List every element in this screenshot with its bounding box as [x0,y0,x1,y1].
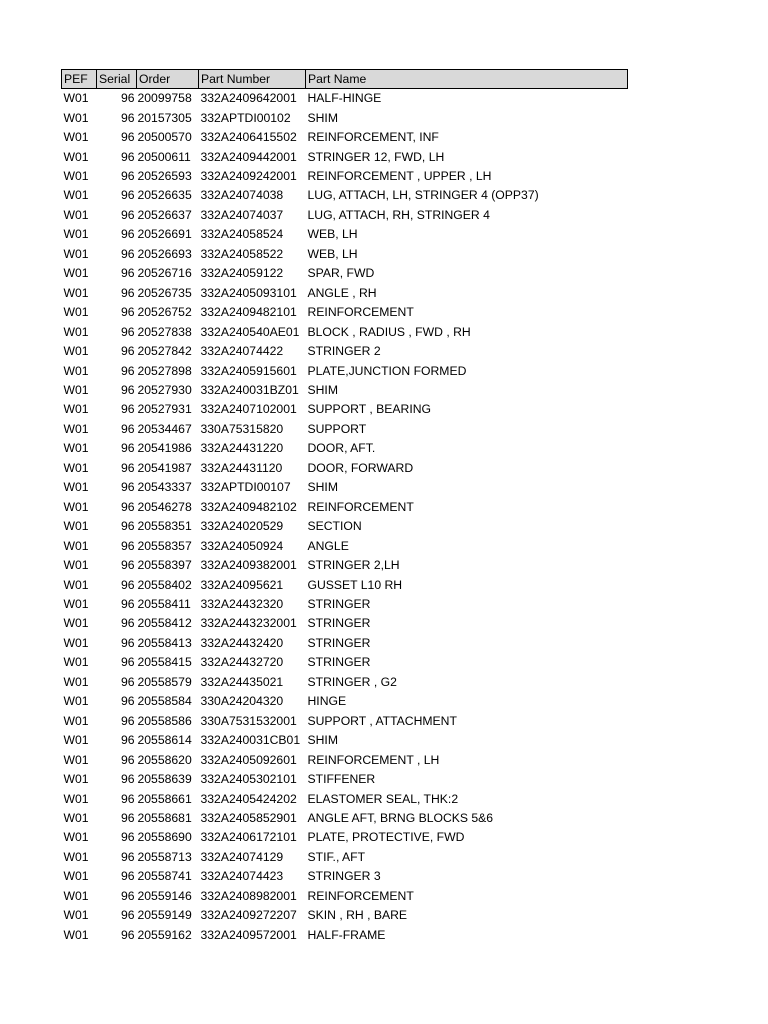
cell-order[interactable]: 20500570 [137,130,192,145]
cell-serial[interactable]: 96 [120,616,135,631]
cell-part-name[interactable]: STRINGER [307,616,371,631]
cell-part-name[interactable]: DOOR, FORWARD [307,460,414,475]
parts-table [61,69,628,945]
table-row [62,167,628,186]
cell-serial[interactable]: 96 [120,188,135,203]
table-row [62,653,628,672]
cell-part-name[interactable]: WEB, LH [307,227,358,242]
cell-order[interactable]: 20541986 [137,441,192,456]
cell-part-name[interactable]: LUG, ATTACH, LH, STRINGER 4 (OPP37) [307,188,539,203]
cell-order[interactable]: 20543337 [137,480,192,495]
cell-part-name[interactable]: SHIM [307,480,338,495]
cell-pef[interactable]: W01 [63,344,89,359]
cell-pef[interactable]: W01 [63,188,89,203]
table-row [62,303,628,322]
cell-serial[interactable]: 96 [120,772,135,787]
header-order[interactable]: Order [137,70,199,89]
cell-part-number[interactable]: 332A2405852901 [200,810,297,825]
table-row [62,245,628,264]
table-row [62,206,628,225]
cell-order[interactable]: 20546278 [137,499,192,514]
cell-pef[interactable]: W01 [63,655,89,670]
cell-serial[interactable]: 96 [120,538,135,553]
cell-order[interactable]: 20558690 [137,830,192,845]
cell-part-name[interactable]: STRINGER 3 [307,869,381,884]
cell-pef[interactable]: W01 [63,460,89,475]
cell-pef[interactable]: W01 [63,927,89,942]
cell-order[interactable]: 20559149 [137,908,192,923]
cell-part-name[interactable]: HALF-HINGE [307,91,382,106]
cell-part-number[interactable]: 332A24074129 [200,849,284,864]
cell-part-number[interactable]: 332A24058524 [200,227,284,242]
cell-serial[interactable]: 96 [120,810,135,825]
cell-part-number[interactable]: 332A24095621 [200,577,284,592]
cell-order[interactable]: 20558415 [137,655,192,670]
table-row [62,459,628,478]
cell-pef[interactable]: W01 [63,616,89,631]
cell-order[interactable]: 20558402 [137,577,192,592]
cell-serial[interactable]: 96 [120,110,135,125]
cell-order[interactable]: 20500611 [137,149,191,164]
cell-pef[interactable]: W01 [63,421,89,436]
cell-order[interactable]: 20534467 [137,421,192,436]
cell-pef[interactable]: W01 [63,791,89,806]
cell-order[interactable]: 20558741 [137,869,192,884]
cell-part-name[interactable]: LUG, ATTACH, RH, STRINGER 4 [307,207,490,222]
cell-pef[interactable]: W01 [63,266,89,281]
cell-part-number[interactable]: 332A2409642001 [200,91,297,106]
cell-pef[interactable]: W01 [63,752,89,767]
cell-part-name[interactable]: WEB, LH [307,246,358,261]
cell-part-name[interactable]: PLATE,JUNCTION FORMED [307,363,467,378]
cell-part-name[interactable]: STIFFENER [307,772,376,787]
table-row [62,361,628,380]
cell-part-number[interactable]: 332A2407102001 [200,402,297,417]
cell-serial[interactable]: 96 [120,713,135,728]
cell-order[interactable]: 20099758 [137,91,192,106]
cell-part-name[interactable]: ANGLE , RH [307,285,377,300]
table-row [62,595,628,614]
cell-part-name[interactable]: HINGE [307,694,347,709]
cell-part-number[interactable]: 332A2409482102 [200,499,297,514]
cell-pef[interactable]: W01 [63,519,89,534]
table-row [62,770,628,789]
table-row [62,809,628,828]
table-row [62,400,628,419]
cell-pef[interactable]: W01 [63,324,89,339]
cell-order[interactable]: 20558713 [137,849,192,864]
cell-pef[interactable]: W01 [63,441,89,456]
cell-part-name[interactable]: REINFORCEMENT, INF [307,130,439,145]
cell-part-number[interactable]: 332A24074422 [200,344,284,359]
cell-part-name[interactable]: SPAR, FWD [307,266,375,281]
cell-serial[interactable]: 96 [120,791,135,806]
cell-pef[interactable]: W01 [63,888,89,903]
cell-part-number[interactable]: 332A2405092601 [200,752,297,767]
table-row [62,342,628,361]
table-row [62,673,628,692]
table-row [62,478,628,497]
cell-part-number[interactable]: 332A2409482101 [200,305,297,320]
cell-serial[interactable]: 96 [120,169,135,184]
table-row [62,906,628,925]
table-row [62,498,628,517]
cell-part-number[interactable]: 332A2406415502 [200,130,297,145]
table-row [62,828,628,847]
cell-part-number[interactable]: 330A24204320 [200,694,284,709]
cell-order[interactable]: 20558639 [137,772,192,787]
cell-part-name[interactable]: SUPPORT , BEARING [307,402,431,417]
cell-pef[interactable]: W01 [63,538,89,553]
cell-pef[interactable]: W01 [63,597,89,611]
cell-serial[interactable]: 96 [120,869,135,884]
cell-part-name[interactable]: SHIM [307,383,338,398]
table-row [62,89,628,109]
cell-part-number[interactable]: 330A7531532001 [200,713,297,728]
cell-pef[interactable]: W01 [63,635,89,650]
cell-part-number[interactable]: 332APTDI00107 [200,480,291,495]
cell-part-name[interactable]: ANGLE AFT, BRNG BLOCKS 5&6 [307,810,494,825]
cell-order[interactable]: 20559146 [137,888,192,903]
cell-pef[interactable]: W01 [63,149,89,164]
cell-part-name[interactable]: ELASTOMER SEAL, THK:2 [307,791,459,806]
cell-part-number[interactable]: 332A240540AE01 [200,324,300,339]
header-part-name[interactable]: Part Name [306,70,628,89]
cell-order[interactable]: 20526593 [137,169,192,184]
table-row [62,692,628,711]
cell-part-number[interactable]: 332A2405915601 [200,363,297,378]
cell-serial[interactable]: 96 [120,635,135,650]
cell-part-name[interactable]: REINFORCEMENT [307,499,414,514]
header-serial[interactable]: Serial [97,70,137,89]
cell-serial[interactable]: 96 [120,752,135,767]
cell-part-number[interactable]: 332A24059122 [200,266,284,281]
cell-order[interactable]: 20558357 [137,538,192,553]
cell-part-number[interactable]: 332A24431220 [200,441,284,456]
cell-part-number[interactable]: 332A2409442001 [200,149,297,164]
table-row [62,848,628,867]
cell-part-number[interactable]: 332A2409572001 [200,927,297,942]
cell-part-number[interactable]: 332A2405302101 [200,772,297,787]
cell-pef[interactable]: W01 [63,285,89,300]
cell-serial[interactable]: 96 [120,363,135,378]
cell-part-number[interactable]: 332A2405093101 [200,285,297,300]
cell-part-name[interactable]: DOOR, AFT. [307,441,376,456]
cell-serial[interactable]: 96 [120,130,135,145]
cell-pef[interactable]: W01 [63,110,89,125]
cell-pef[interactable]: W01 [63,869,89,884]
cell-part-name[interactable]: STRINGER , G2 [307,674,397,689]
cell-serial[interactable]: 96 [120,149,135,164]
cell-part-name[interactable]: REINFORCEMENT [307,305,414,320]
table-row [62,517,628,536]
cell-serial[interactable]: 96 [120,305,135,320]
cell-serial[interactable]: 96 [120,577,135,592]
table-row [62,789,628,808]
table-header [62,70,628,89]
cell-order[interactable]: 20526716 [137,266,192,281]
cell-serial[interactable]: 96 [120,383,135,398]
cell-order[interactable]: 20527898 [137,363,192,378]
cell-serial[interactable]: 96 [120,908,135,923]
cell-pef[interactable]: W01 [63,849,89,864]
cell-part-name[interactable]: SUPPORT , ATTACHMENT [307,713,457,728]
cell-part-number[interactable]: 332A24020529 [200,519,284,534]
cell-pef[interactable]: W01 [63,227,89,242]
cell-pef[interactable]: W01 [63,169,89,184]
cell-part-name[interactable]: STRINGER 12, FWD, LH [307,149,445,164]
cell-serial[interactable]: 96 [120,927,135,942]
cell-part-number[interactable]: 332A24074423 [200,869,284,884]
cell-part-name[interactable]: STRINGER [307,655,371,670]
cell-part-number[interactable]: 332A2408982001 [200,888,297,903]
cell-order[interactable]: 20526752 [137,305,192,320]
cell-order[interactable]: 20558586 [137,713,192,728]
cell-part-name[interactable]: SKIN , RH , BARE [307,908,408,923]
cell-pef[interactable]: W01 [63,130,89,145]
cell-serial[interactable]: 96 [120,227,135,242]
table-row [62,925,628,944]
cell-pef[interactable]: W01 [63,558,89,573]
cell-serial[interactable]: 96 [120,480,135,495]
cell-serial[interactable]: 96 [120,499,135,514]
cell-serial[interactable]: 96 [120,888,135,903]
table-row [62,712,628,731]
cell-part-name[interactable]: SUPPORT [307,421,367,436]
cell-pef[interactable]: W01 [63,402,89,417]
cell-part-name[interactable]: STRINGER [307,635,371,650]
cell-part-number[interactable]: 332A2409382001 [200,558,297,573]
table-row [62,575,628,594]
cell-order[interactable]: 20558614 [137,733,192,748]
table-row [62,108,628,127]
cell-order[interactable]: 20559162 [137,927,192,942]
cell-part-name[interactable]: SECTION [307,519,362,534]
cell-part-number[interactable]: 332A2409272207 [200,908,297,923]
cell-order[interactable]: 20526735 [137,285,192,300]
cell-part-name[interactable]: REINFORCEMENT , LH [307,752,440,767]
cell-pef[interactable]: W01 [63,908,89,923]
cell-order[interactable]: 20558411 [137,597,191,611]
cell-serial[interactable]: 96 [120,849,135,864]
cell-order[interactable]: 20157305 [137,110,192,125]
cell-part-name[interactable]: STRINGER 2,LH [307,558,400,573]
cell-order[interactable]: 20527842 [137,344,192,359]
cell-serial[interactable]: 96 [120,597,135,611]
cell-part-name[interactable]: GUSSET L10 RH [307,577,403,592]
cell-serial[interactable]: 96 [120,246,135,261]
cell-order[interactable]: 20558351 [137,519,192,534]
cell-order[interactable]: 20558584 [137,694,192,709]
cell-part-number[interactable]: 332A24432420 [200,635,284,650]
cell-part-name[interactable]: SHIM [307,110,338,125]
table-row [62,128,628,147]
cell-serial[interactable]: 96 [120,402,135,417]
cell-part-number[interactable]: 332A24432720 [200,655,284,670]
cell-order[interactable]: 20527931 [137,402,192,417]
cell-serial[interactable]: 96 [120,460,135,475]
table-row [62,887,628,906]
table-row [62,750,628,769]
cell-serial[interactable]: 96 [120,694,135,709]
cell-part-number[interactable]: 332A240031BZ01 [200,383,299,398]
cell-part-number[interactable]: 332A24432320 [200,597,284,611]
cell-serial[interactable]: 96 [120,830,135,845]
cell-part-number[interactable]: 332A24435021 [200,674,284,689]
cell-part-name[interactable]: STIF., AFT [307,849,366,864]
cell-order[interactable]: 20526691 [137,227,192,242]
cell-order[interactable]: 20526637 [137,207,192,222]
cell-part-name[interactable]: REINFORCEMENT , UPPER , LH [307,169,492,184]
cell-serial[interactable]: 96 [120,558,135,573]
cell-part-number[interactable]: 332A2409242001 [200,169,297,184]
cell-order[interactable]: 20527930 [137,383,192,398]
cell-order[interactable]: 20558579 [137,674,192,689]
parts-spreadsheet [61,69,627,945]
cell-serial[interactable]: 96 [120,421,135,436]
cell-pef[interactable]: W01 [63,713,89,728]
cell-pef[interactable]: W01 [63,733,89,748]
cell-serial[interactable]: 96 [120,324,135,339]
cell-serial[interactable]: 96 [120,674,135,689]
cell-serial[interactable]: 96 [120,266,135,281]
cell-pef[interactable]: W01 [63,305,89,320]
table-body [62,89,628,945]
cell-order[interactable]: 20558412 [137,616,192,631]
table-row [62,439,628,458]
cell-pef[interactable]: W01 [63,772,89,787]
cell-pef[interactable]: W01 [63,810,89,825]
cell-serial[interactable]: 96 [120,285,135,300]
table-row [62,536,628,555]
cell-serial[interactable]: 96 [120,441,135,456]
cell-pef[interactable]: W01 [63,577,89,592]
cell-part-name[interactable]: SHIM [307,733,338,748]
header-part-number[interactable]: Part Number [199,70,306,89]
cell-part-name[interactable]: HALF-FRAME [307,927,386,942]
cell-part-name[interactable]: STRINGER 2 [307,344,381,359]
cell-serial[interactable]: 96 [120,655,135,670]
table-row [62,147,628,166]
cell-part-name[interactable]: REINFORCEMENT [307,888,414,903]
cell-part-name[interactable]: BLOCK , RADIUS , FWD , RH [307,324,471,339]
cell-part-number[interactable]: 332A2406172101 [200,830,297,845]
cell-order[interactable]: 20541987 [137,460,192,475]
cell-part-name[interactable]: ANGLE [307,538,349,553]
cell-order[interactable]: 20558681 [137,810,192,825]
cell-order[interactable]: 20558413 [137,635,192,650]
cell-part-number[interactable]: 332A24050924 [200,538,284,553]
cell-order[interactable]: 20558661 [137,791,192,806]
table-row [62,556,628,575]
cell-part-number[interactable]: 332A24074037 [200,207,284,222]
table-row [62,634,628,653]
table-row [62,614,628,633]
cell-order[interactable]: 20558620 [137,752,192,767]
table-row [62,867,628,886]
cell-part-number[interactable]: 332A240031CB01 [200,733,301,748]
cell-order[interactable]: 20527838 [137,324,192,339]
table-row [62,322,628,341]
cell-part-number[interactable]: 332A2405424202 [200,791,297,806]
cell-part-number[interactable]: 332A24431120 [200,460,283,475]
cell-order[interactable]: 20526693 [137,246,192,261]
cell-pef[interactable]: W01 [63,674,89,689]
cell-serial[interactable]: 96 [120,91,135,106]
table-row [62,186,628,205]
cell-pef[interactable]: W01 [63,480,89,495]
header-pef[interactable]: PEF [62,70,97,89]
cell-pef[interactable]: W01 [63,383,89,398]
cell-part-number[interactable]: 332A2443232001 [200,616,297,631]
cell-serial[interactable]: 96 [120,519,135,534]
header-row [62,70,628,89]
cell-pef[interactable]: W01 [63,830,89,845]
cell-serial[interactable]: 96 [120,344,135,359]
cell-pef[interactable]: W01 [63,91,89,106]
table-row [62,420,628,439]
table-row [62,381,628,400]
cell-serial[interactable]: 96 [120,733,135,748]
cell-pef[interactable]: W01 [63,499,89,514]
cell-part-number[interactable]: 332A24058522 [200,246,284,261]
cell-pef[interactable]: W01 [63,207,89,222]
cell-pef[interactable]: W01 [63,246,89,261]
cell-order[interactable]: 20558397 [137,558,192,573]
table-row [62,731,628,750]
cell-part-number[interactable]: 332A24074038 [200,188,284,203]
cell-pef[interactable]: W01 [63,363,89,378]
cell-serial[interactable]: 96 [120,207,135,222]
cell-part-name[interactable]: STRINGER [307,597,371,611]
cell-order[interactable]: 20526635 [137,188,192,203]
cell-part-number[interactable]: 330A75315820 [200,421,284,436]
cell-part-name[interactable]: PLATE, PROTECTIVE, FWD [307,830,465,845]
table-row [62,225,628,244]
table-row [62,264,628,283]
table-row [62,284,628,303]
cell-part-number[interactable]: 332APTDI00102 [200,110,291,125]
cell-pef[interactable]: W01 [63,694,89,709]
